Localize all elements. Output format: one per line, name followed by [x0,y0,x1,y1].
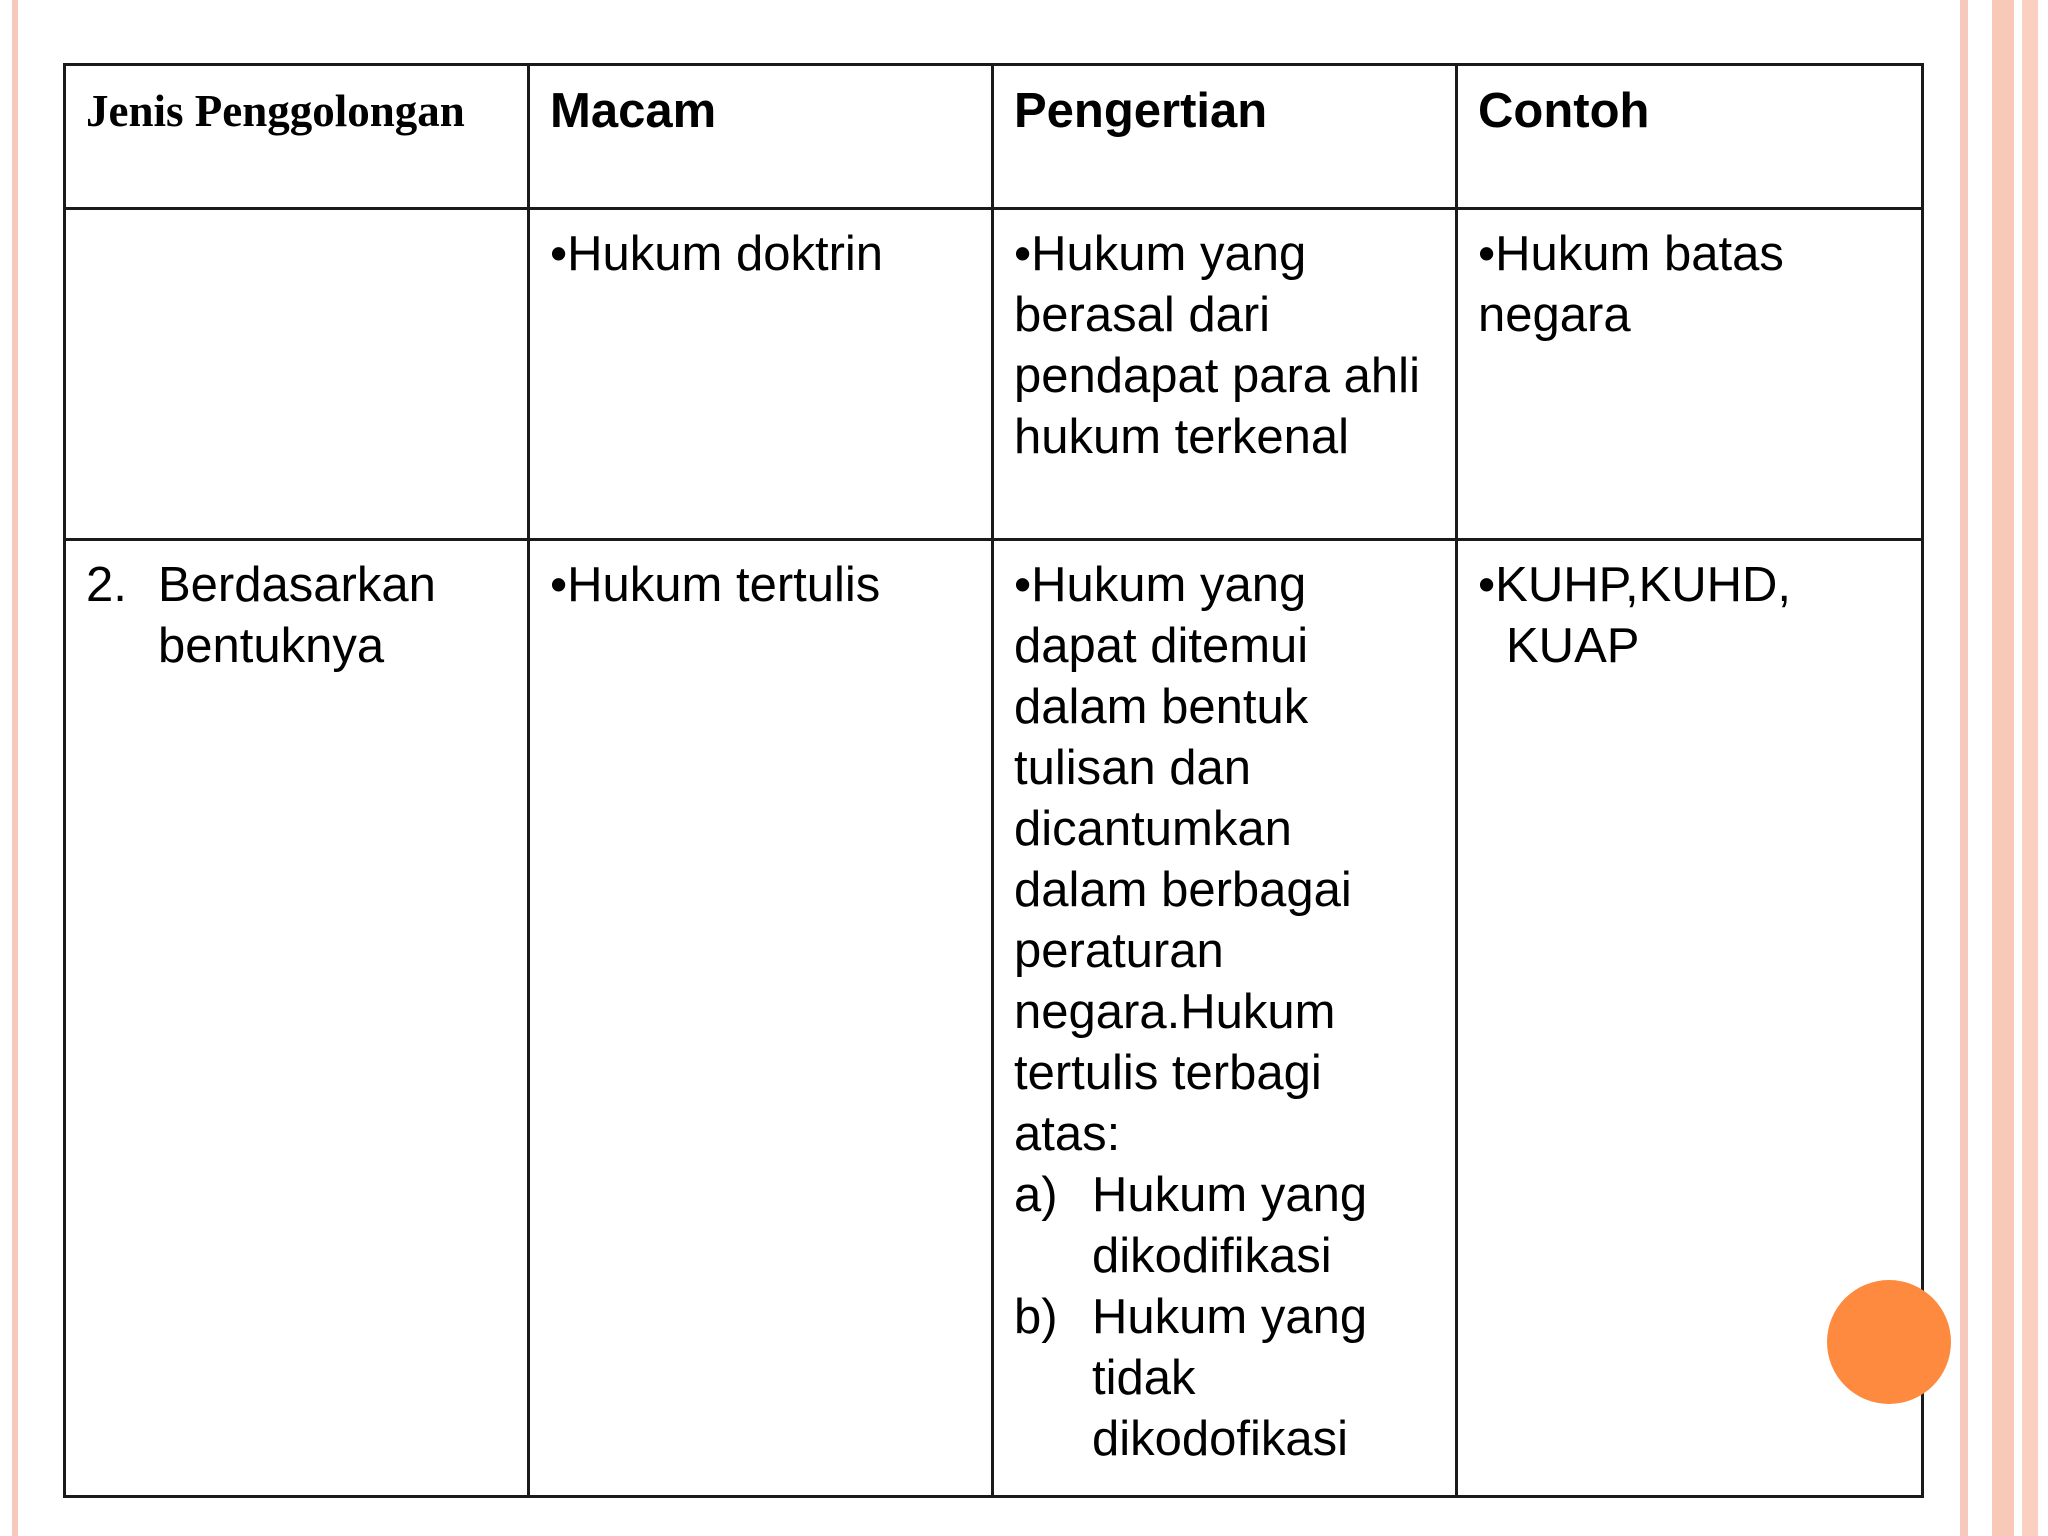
table-row [65,540,1923,1497]
contoh-line: •KUHP,KUHD, [1478,558,1792,612]
list-item-text: Hukum yang tidak dikodofikasi [1092,1290,1368,1466]
cell-jenis [65,209,529,540]
numbered-item [86,555,507,677]
table-header-row [65,65,1923,209]
list-item-text: Hukum yang dikodifikasi [1092,1168,1368,1283]
slide-frame-right-stripe [1992,0,2014,1536]
cell-contoh: •Hukum batas negara [1457,209,1923,540]
cell-jenis [65,540,529,1497]
list-item [1014,1287,1435,1470]
slide-frame-right-stripe [1960,0,1968,1536]
item-number: 2. [86,558,127,612]
decorative-circle [1827,1280,1951,1404]
cell-macam: •Hukum tertulis [529,540,993,1497]
item-text: Berdasarkan bentuknya [158,558,436,673]
list-marker: a) [1014,1168,1058,1222]
slide-frame-right-stripe [2022,0,2038,1536]
header-pengertian: Pengertian [993,65,1457,209]
contoh-line: KUAP [1506,619,1640,673]
table-row [65,209,1923,540]
header-jenis-penggolongan: Jenis Penggolongan [65,65,529,209]
slide-frame-left [12,0,18,1536]
cell-macam: •Hukum doktrin [529,209,993,540]
cell-pengertian [993,540,1457,1497]
classification-table [63,63,1924,1498]
header-macam: Macam [529,65,993,209]
list-marker: b) [1014,1290,1058,1344]
cell-pengertian: •Hukum yang berasal dari pendapat para ahli hukum terkenal [993,209,1457,540]
header-contoh: Contoh [1457,65,1923,209]
list-item [1014,1165,1435,1287]
sub-list [1014,1165,1435,1470]
pengertian-text: •Hukum yang dapat ditemui dalam bentuk tulisan dan dicantumkan dalam berbagai peraturan negara.Hukum tertulis terbagi atas: [1014,558,1352,1161]
